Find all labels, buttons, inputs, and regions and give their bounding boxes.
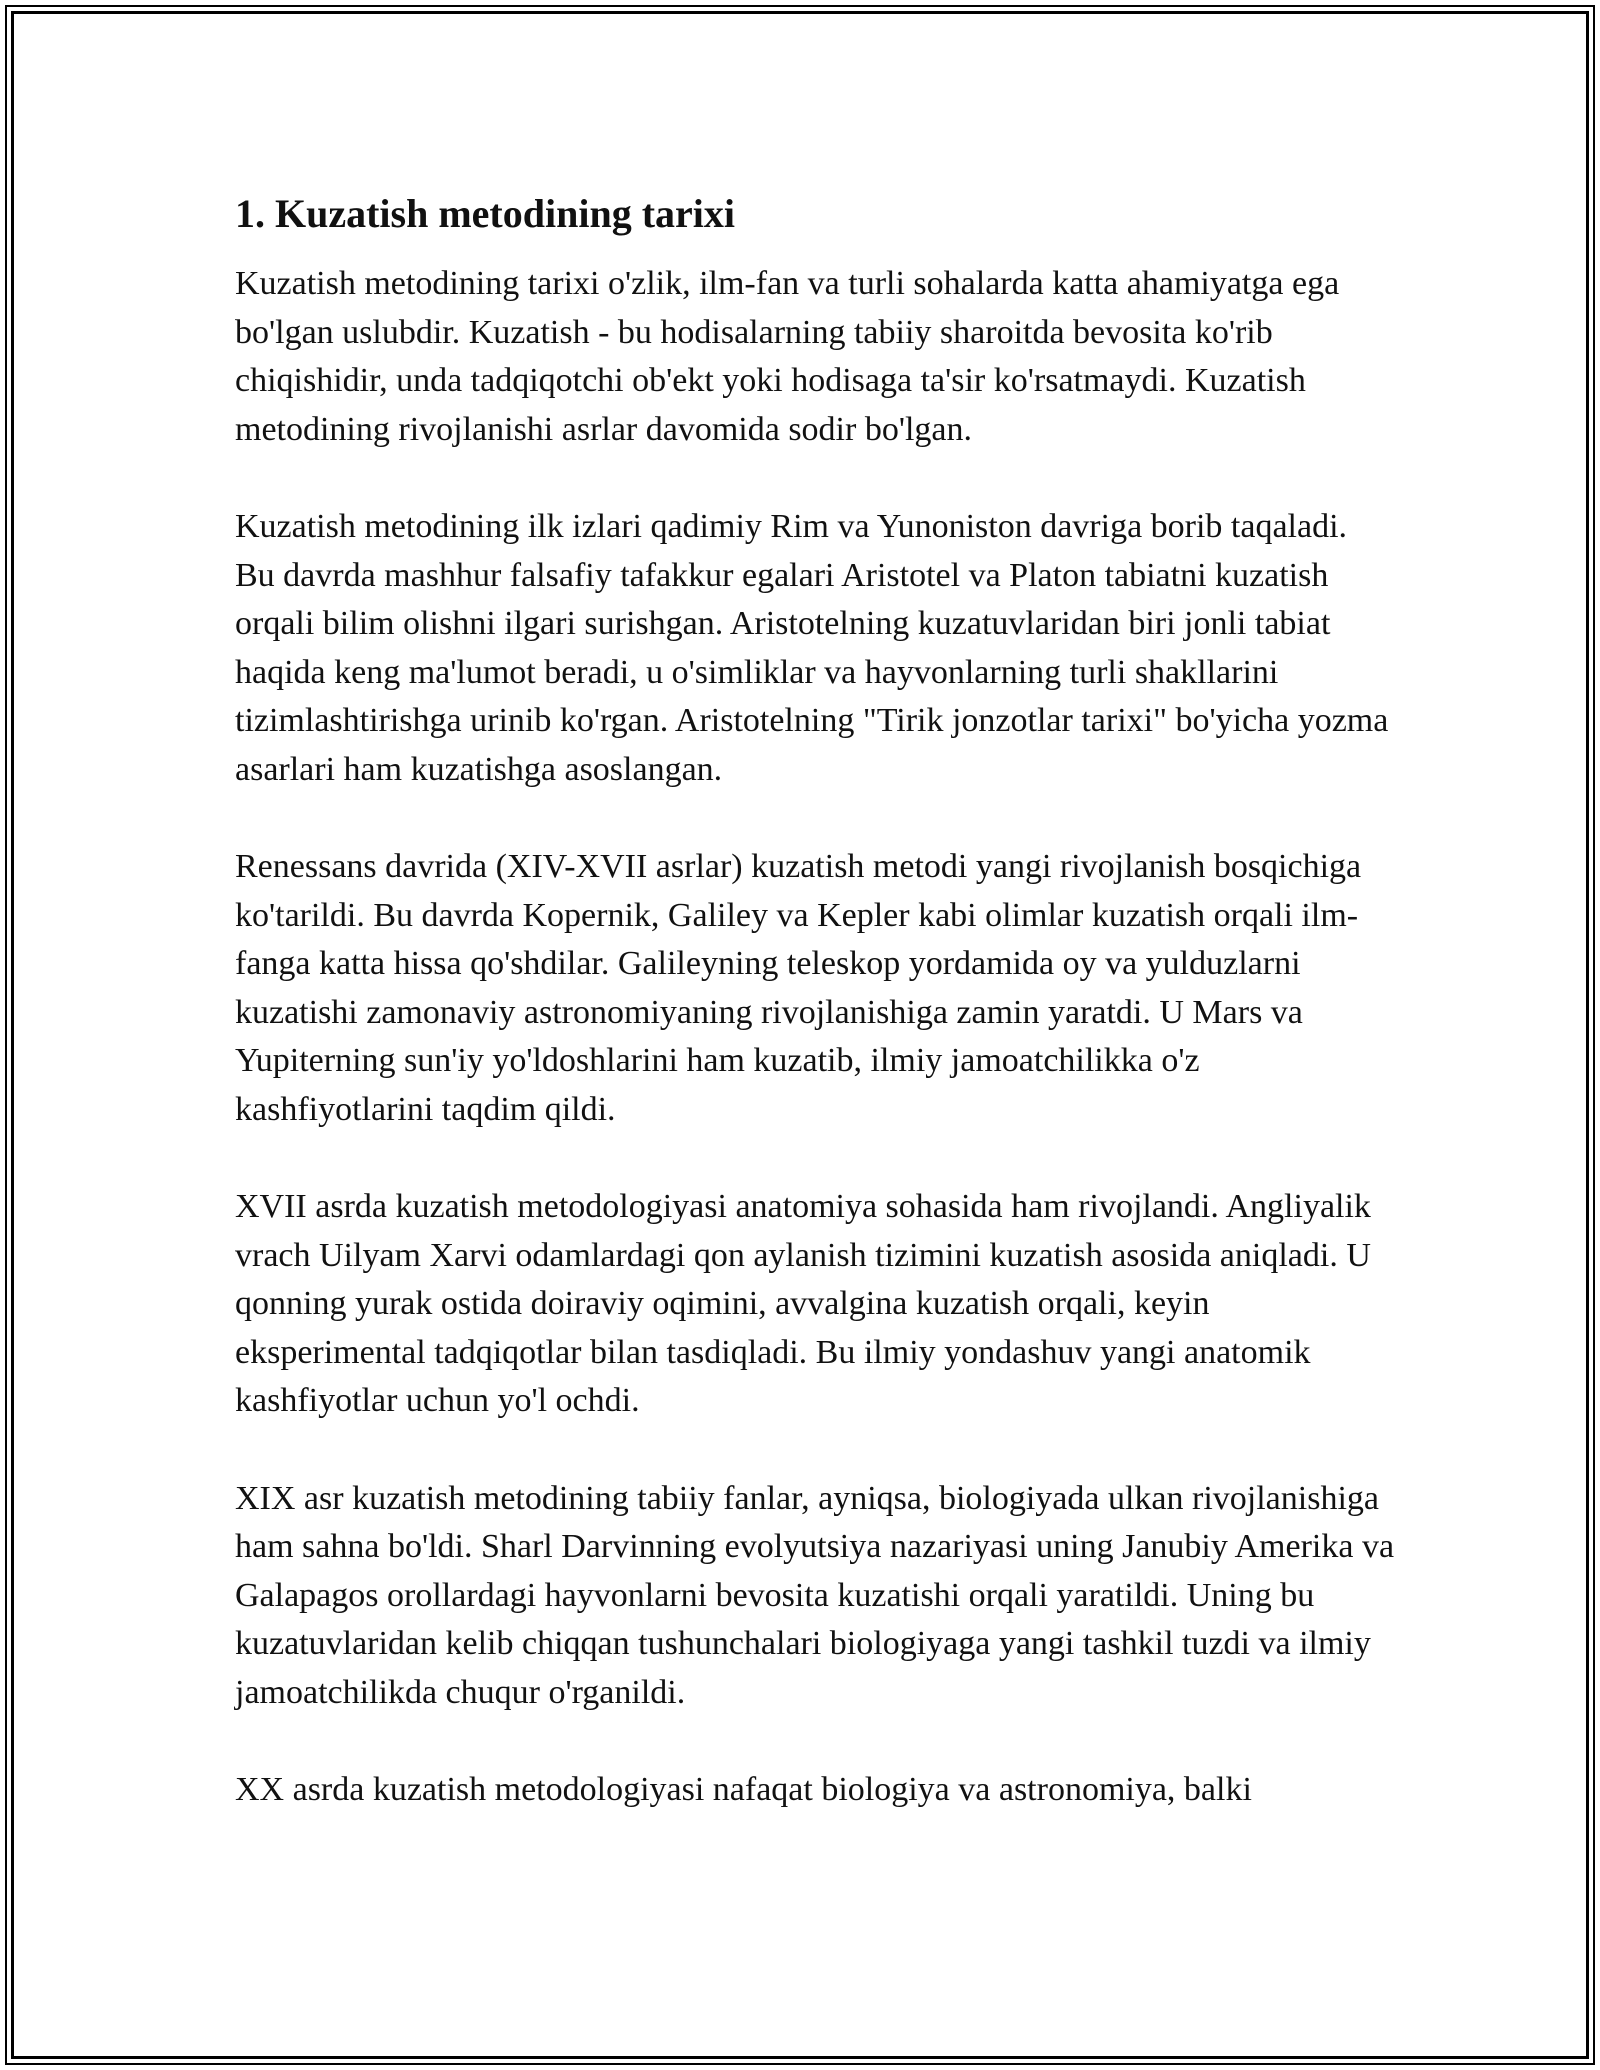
paragraph-19th-century: XIX asr kuzatish metodining tabiiy fanlar, ayniqsa, biologiyada ulkan rivojlanishiga ham sahna bo'ldi. Sharl Darvinning evolyutsiya nazariyasi uning Janubiy Amerika va Galapagos orollardagi hayvonlarni bevosita kuzatishi orqali yaratildi. Uning bu kuzatuvlaridan kelib chiqqan tushunchalari biologiyaga yangi tashkil tuzdi va ilmiy jamoatchilikda chuqur o'rganildi. [235, 1479, 1395, 1711]
paragraph-renaissance: Renessans davrida (XIV-XVII asrlar) kuzatish metodi yangi rivojlanish bosqichiga ko'tarildi. Bu davrda Kopernik, Galiley va Kepler kabi olimlar kuzatish orqali ilm-fanga katta hissa qo'shdilar. Galileyning teleskop yordamida oy va yulduzlarni kuzatishi zamonaviy astronomiyaning rivojlanishiga zamin yaratdi. U Mars va Yupiterning sun'iy yo'ldoshlarini ham kuzatib, ilmiy jamoatchilikka o'z kashfiyotlarini taqdim qildi. [235, 848, 1362, 1128]
paragraph-17th-century: XVII asrda kuzatish metodologiyasi anatomiya sohasida ham rivojlandi. Angliyalik vrach Uilyam Xarvi odamlardagi qon aylanish tizimini kuzatish asosida aniqladi. U qonning yurak ostida doiraviy oqimini, avvalgina kuzatish orqali, keyin eksperimental tadqiqotlar bilan tasdiqladi. Bu ilmiy yondashuv yangi anatomik kashfiyotlar uchun yo'l ochdi. [235, 1188, 1371, 1419]
paragraph-20th-century: XX asrda kuzatish metodologiyasi nafaqat biologiya va astronomiya, balki [235, 1771, 1252, 1808]
document-body [235, 186, 1395, 1864]
paragraph-intro: Kuzatish metodining tarixi o'zlik, ilm-fan va turli sohalarda katta ahamiyatga ega bo'lgan uslubdir. Kuzatish - bu hodisalarning tabiiy sharoitda bevosita ko'rib chiqishidir, unda tadqiqotchi ob'ekt yoki hodisaga ta'sir ko'rsatmaydi. Kuzatish metodining rivojlanishi asrlar davomida sodir bo'lgan. [235, 265, 1340, 448]
paragraph-ancient-era: Kuzatish metodining ilk izlari qadimiy Rim va Yunoniston davriga borib taqaladi. Bu davrda mashhur falsafiy tafakkur egalari Aristotel va Platon tabiatni kuzatish orqali bilim olishni ilgari surishgan. Aristotelning kuzatuvlaridan biri jonli tabiat haqida keng ma'lumot beradi, u o'simliklar va hayvonlarning turli shakllarini tizimlashtirishga urinib ko'rgan. Aristotelning "Tirik jonzotlar tarixi" bo'yicha yozma asarlari ham kuzatishga asoslangan. [235, 508, 1389, 788]
section-heading: 1. Kuzatish metodining tarixi [235, 191, 736, 236]
